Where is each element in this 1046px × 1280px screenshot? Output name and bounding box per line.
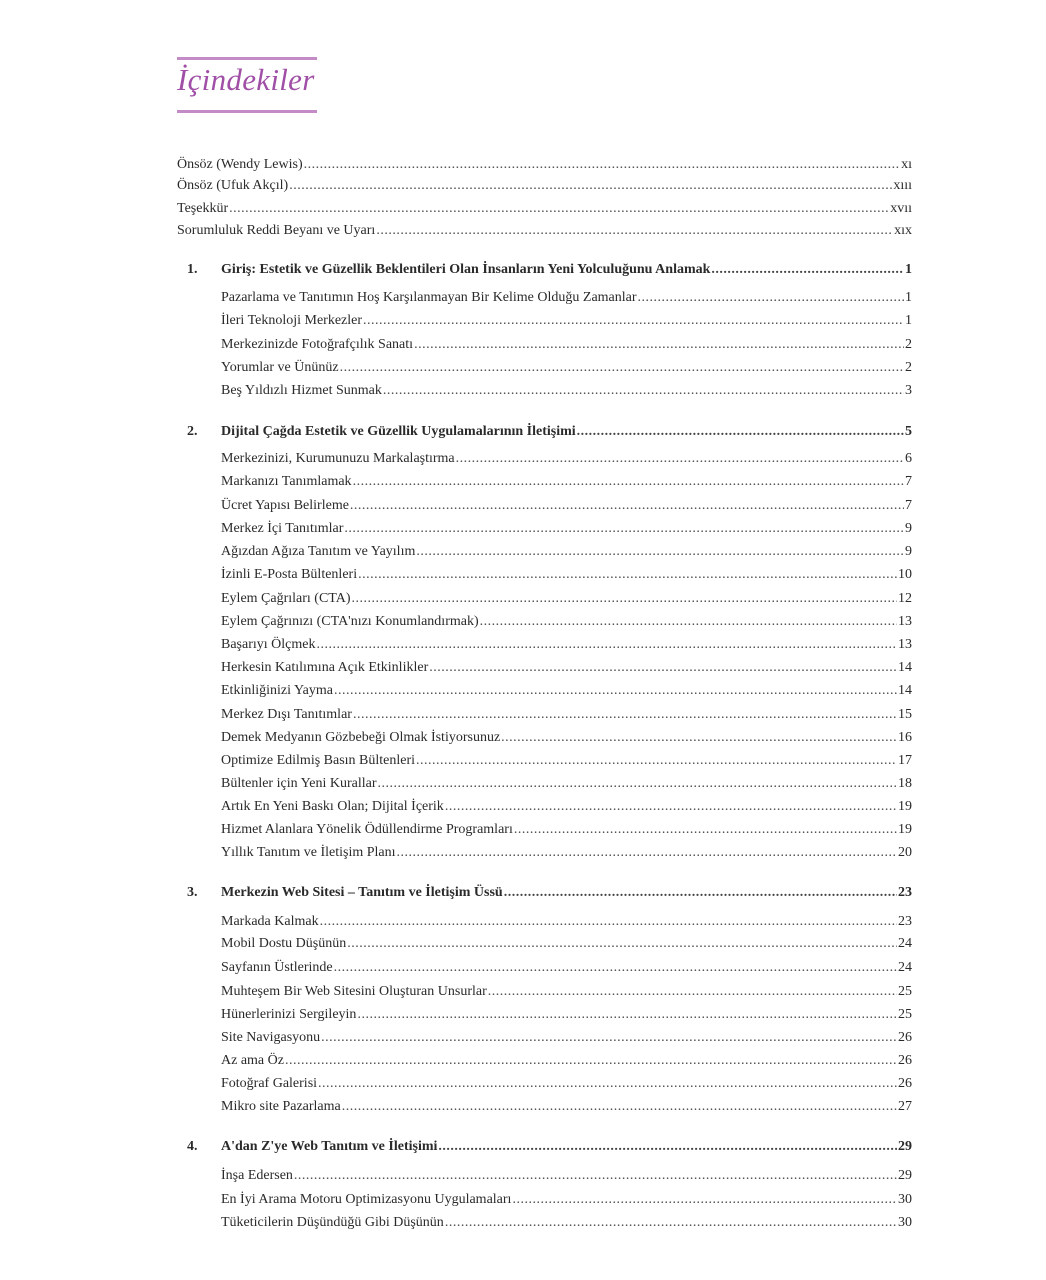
toc-entry-label: Teşekkür [177,201,229,216]
dot-leader [504,884,897,902]
dot-leader [363,312,904,330]
page-number: 18 [898,776,912,791]
toc-entry-label: Demek Medyanın Gözbebeği Olmak İstiyorsunuz [221,730,501,745]
toc-entry-label: Etkinliğinizi Yayma [221,683,333,698]
dot-leader [334,959,897,977]
dot-leader [342,1098,897,1116]
page-number: 19 [898,799,912,814]
page-number: xıx [894,223,912,238]
title-bar-bottom [177,110,317,113]
dot-leader [321,1029,897,1047]
dot-leader [577,423,904,441]
chapter-number: 1. [187,262,198,277]
dot-leader [358,566,897,584]
dot-leader [456,450,904,468]
dot-leader [397,844,897,862]
toc-entry-label: Merkezinizde Fotoğrafçılık Sanatı [221,337,414,352]
dot-leader [304,156,900,174]
page-number: 29 [898,1168,912,1183]
dot-leader [289,177,892,195]
dot-leader [438,1138,897,1156]
toc-entry-label: Optimize Edilmiş Basın Bültenleri [221,753,416,768]
page-number: 14 [898,683,912,698]
front-matter-entry[interactable] [177,200,912,218]
page-number: 7 [905,474,912,489]
toc-entry-label: Önsöz (Ufuk Akçıl) [177,178,289,193]
section-entry[interactable] [221,798,912,816]
page-number: xı [901,157,912,172]
section-entry[interactable] [221,1075,912,1093]
page-number: 9 [905,521,912,536]
chapter-number: 3. [187,885,198,900]
toc-entry-label: Beş Yıldızlı Hizmet Sunmak [221,383,382,398]
dot-leader [316,636,897,654]
dot-leader [357,1006,897,1024]
toc-entry-label: Bültenler için Yeni Kurallar [221,776,377,791]
toc-entry-label: Herkesin Katılımına Açık Etkinlikler [221,660,429,675]
section-entry[interactable] [221,336,912,354]
page-title: İçindekiler [177,62,315,97]
page-number: xııı [893,178,912,193]
toc-entry-label: Önsöz (Wendy Lewis) [177,157,303,172]
toc-entry-label: Merkez Dışı Tanıtımlar [221,707,352,722]
section-entry[interactable] [221,312,912,330]
dot-leader [480,613,897,631]
toc-entry-label: İleri Teknoloji Merkezler [221,313,363,328]
section-entry[interactable] [221,935,912,953]
dot-leader [429,659,897,677]
toc-entry-label: Başarıyı Ölçmek [221,637,316,652]
dot-leader [711,261,904,279]
section-entry[interactable] [221,590,912,608]
chapter-number: 4. [187,1139,198,1154]
toc-entry-label: Eylem Çağrıları (CTA) [221,591,351,606]
page-number: 26 [898,1053,912,1068]
toc-entry-label: Muhteşem Bir Web Sitesini Oluşturan Unsurlar [221,984,487,999]
page-number: 13 [898,614,912,629]
toc-entry-label: Markanızı Tanımlamak [221,474,352,489]
front-matter-entry[interactable] [177,177,912,195]
page-number: 23 [898,885,912,900]
dot-leader [344,520,904,538]
page-number: 23 [898,914,912,929]
page-number: 26 [898,1030,912,1045]
page-number: 1 [905,262,912,277]
section-entry[interactable] [221,359,912,377]
page-number: 6 [905,451,912,466]
page-number: 30 [898,1215,912,1230]
section-entry[interactable] [221,613,912,631]
section-entry[interactable] [221,289,912,307]
toc-entry-label: Yorumlar ve Ününüz [221,360,339,375]
dot-leader [294,1167,897,1185]
page-number: 17 [898,753,912,768]
toc-entry-label: Merkezin Web Sitesi – Tanıtım ve İletişim Üssü [221,885,503,900]
section-entry[interactable] [221,752,912,770]
dot-leader [347,935,897,953]
title-bar-top [177,57,317,60]
section-entry[interactable] [221,913,912,931]
page-number: xvıı [890,201,912,216]
toc-entry-label: Giriş: Estetik ve Güzellik Beklentileri Olan İnsanların Yeni Yolculuğunu Anlamak [221,262,711,277]
toc-entry-label: Dijital Çağda Estetik ve Güzellik Uygulamalarının İletişimi [221,424,576,439]
dot-leader [320,913,897,931]
section-entry[interactable] [221,821,912,839]
toc-entry-label: Markada Kalmak [221,914,319,929]
page-number: 1 [905,313,912,328]
toc-entry-label: Sorumluluk Reddi Beyanı ve Uyarı [177,223,376,238]
page-number: 15 [898,707,912,722]
toc-entry-label: Tüketicilerin Düşündüğü Gibi Düşünün [221,1215,444,1230]
toc-entry-label: Eylem Çağrınızı (CTA'nızı Konumlandırmak) [221,614,479,629]
dot-leader [353,706,897,724]
toc-entry-label: Fotoğraf Galerisi [221,1076,318,1091]
section-entry[interactable] [221,706,912,724]
dot-leader [416,543,904,561]
page-number: 2 [905,360,912,375]
page-number: 20 [898,845,912,860]
toc-entry-label: Mikro site Pazarlama [221,1099,341,1114]
page-number: 25 [898,984,912,999]
dot-leader [376,222,893,240]
page-number: 26 [898,1076,912,1091]
section-entry[interactable] [221,959,912,977]
dot-leader [383,382,904,400]
page-number: 7 [905,498,912,513]
page-number: 29 [898,1139,912,1154]
section-entry[interactable] [221,659,912,677]
section-entry[interactable] [221,1098,912,1116]
toc-entry-label: En İyi Arama Motoru Optimizasyonu Uygulamaları [221,1192,512,1207]
section-entry[interactable] [221,1006,912,1024]
dot-leader [414,336,904,354]
dot-leader [488,983,897,1001]
page-number: 3 [905,383,912,398]
section-entry[interactable] [221,682,912,700]
page-number: 2 [905,337,912,352]
toc-entry-label: Ağızdan Ağıza Tanıtım ve Yayılım [221,544,416,559]
chapter-heading[interactable] [221,261,912,279]
page-number: 5 [905,424,912,439]
toc-entry-label: A'dan Z'ye Web Tanıtım ve İletişimi [221,1139,438,1154]
page-number: 12 [898,591,912,606]
page-number: 25 [898,1007,912,1022]
toc-entry-label: Ücret Yapısı Belirleme [221,498,349,513]
dot-leader [512,1191,897,1209]
dot-leader [378,775,897,793]
toc-entry-label: Hizmet Alanlara Yönelik Ödüllendirme Programları [221,822,513,837]
chapter-heading[interactable] [221,884,912,902]
toc-entry-label: Mobil Dostu Düşünün [221,936,347,951]
section-entry[interactable] [221,566,912,584]
section-entry[interactable] [221,729,912,747]
dot-leader [352,590,897,608]
page-number: 19 [898,822,912,837]
section-entry[interactable] [221,520,912,538]
dot-leader [334,682,897,700]
section-entry[interactable] [221,382,912,400]
section-entry[interactable] [221,1052,912,1070]
chapter-heading[interactable] [221,423,912,441]
dot-leader [638,289,904,307]
section-entry[interactable] [221,450,912,468]
front-matter-entry[interactable] [177,222,912,240]
toc-entry-label: Yıllık Tanıtım ve İletişim Planı [221,845,396,860]
page-number: 24 [898,960,912,975]
dot-leader [501,729,897,747]
section-entry[interactable] [221,636,912,654]
dot-leader [353,473,904,491]
section-entry[interactable] [221,497,912,515]
toc-entry-label: Pazarlama ve Tanıtımın Hoş Karşılanmayan Bir Kelime Olduğu Zamanlar [221,290,637,305]
section-entry[interactable] [221,844,912,862]
section-entry[interactable] [221,983,912,1001]
dot-leader [285,1052,897,1070]
section-entry[interactable] [221,1167,912,1185]
section-entry[interactable] [221,1029,912,1047]
page-number: 9 [905,544,912,559]
toc-entry-label: İnşa Edersen [221,1168,293,1183]
dot-leader [416,752,897,770]
section-entry[interactable] [221,1191,912,1209]
front-matter-entry[interactable] [177,156,912,174]
page-number: 24 [898,936,912,951]
chapter-number: 2. [187,424,198,439]
dot-leader [229,200,889,218]
dot-leader [340,359,904,377]
section-entry[interactable] [221,775,912,793]
dot-leader [514,821,897,839]
toc-entry-label: Merkezinizi, Kurumunuzu Markalaştırma [221,451,455,466]
page-number: 10 [898,567,912,582]
section-entry[interactable] [221,473,912,491]
dot-leader [445,1214,897,1232]
page-number: 14 [898,660,912,675]
toc-entry-label: Sayfanın Üstlerinde [221,960,333,975]
toc-entry-label: Hünerlerinizi Sergileyin [221,1007,357,1022]
chapter-heading[interactable] [221,1138,912,1156]
toc-entry-label: İzinli E-Posta Bültenleri [221,567,358,582]
dot-leader [350,497,904,515]
dot-leader [318,1075,897,1093]
page-number: 13 [898,637,912,652]
page-number: 30 [898,1192,912,1207]
toc-entry-label: Artık En Yeni Baskı Olan; Dijital İçerik [221,799,444,814]
dot-leader [445,798,897,816]
section-entry[interactable] [221,1214,912,1232]
section-entry[interactable] [221,543,912,561]
toc-entry-label: Az ama Öz [221,1053,284,1068]
toc-entry-label: Site Navigasyonu [221,1030,321,1045]
toc-entry-label: Merkez İçi Tanıtımlar [221,521,344,536]
page-number: 1 [905,290,912,305]
page-number: 27 [898,1099,912,1114]
page-number: 16 [898,730,912,745]
